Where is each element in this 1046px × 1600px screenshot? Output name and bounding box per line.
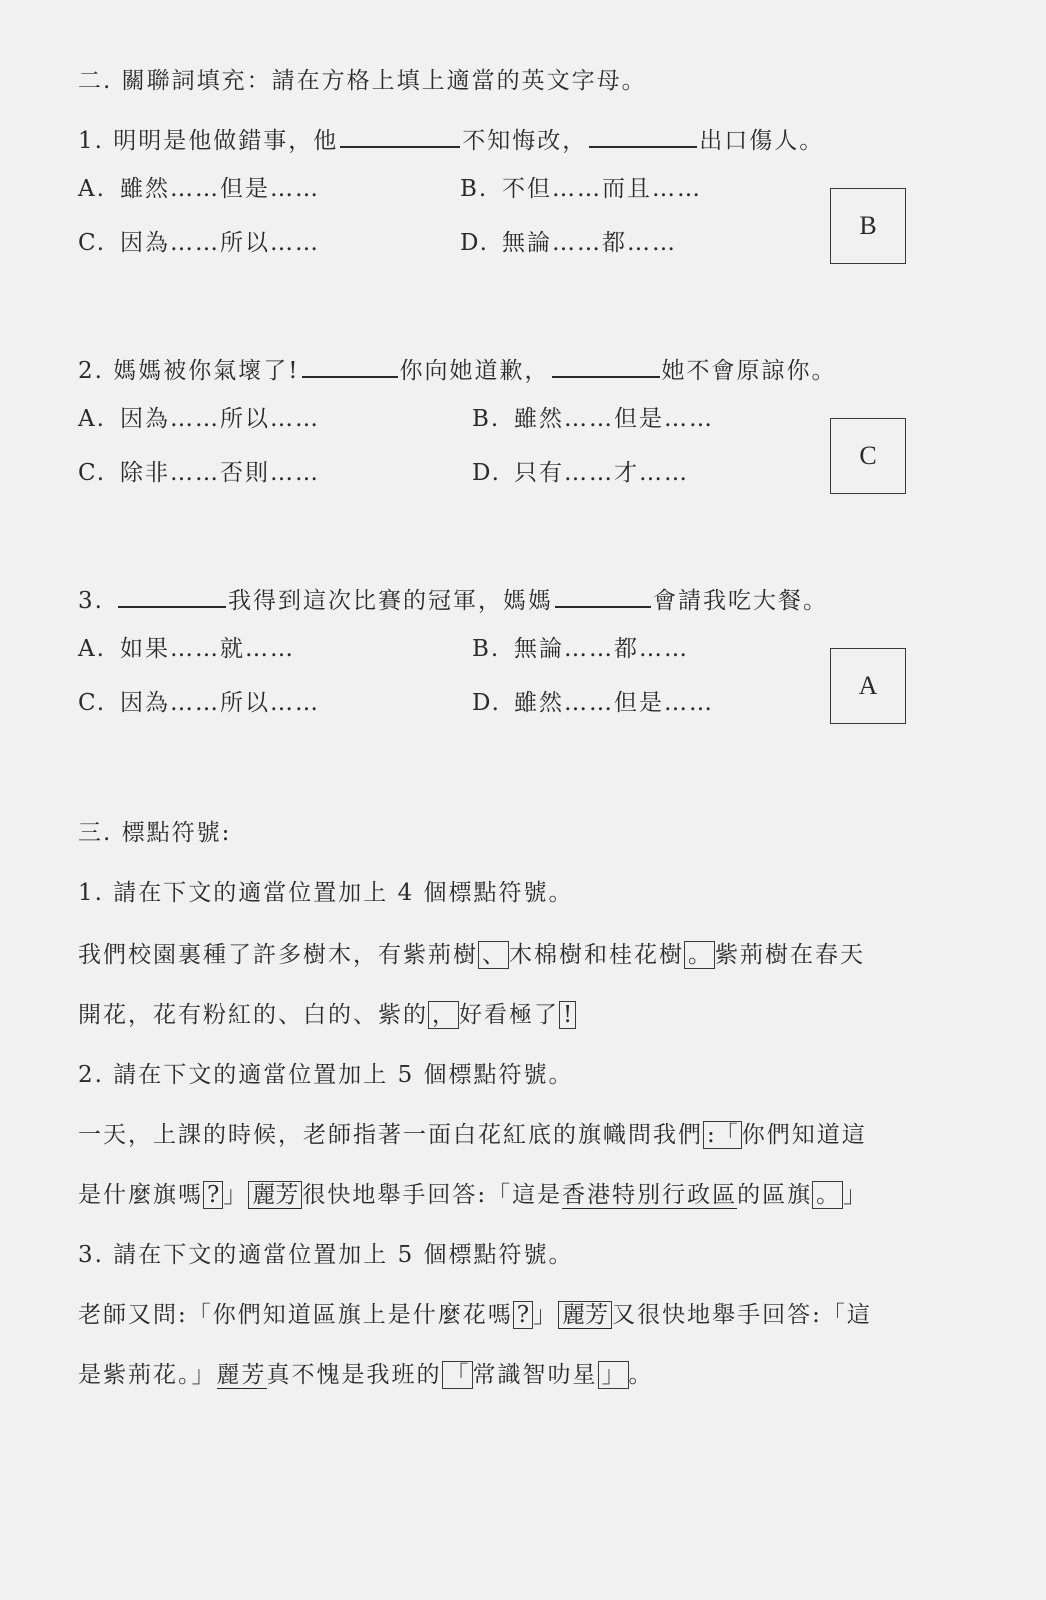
passage-text: 真不愧是我班的 (266, 1362, 442, 1388)
answer-box-2[interactable]: C (830, 418, 906, 494)
punct-q3-instruction: 3. 請在下文的適當位置加上 5 個標點符號。 (78, 1242, 574, 1268)
option-text: 雖然……但是…… (120, 176, 320, 202)
passage-text: 開花，花有粉紅的、白的、紫的 (78, 1002, 428, 1028)
punct-q2-instruction: 2. 請在下文的適當位置加上 5 個標點符號。 (78, 1062, 574, 1088)
punct-q3-line2 (78, 1356, 654, 1389)
answer-blank[interactable] (589, 122, 697, 148)
section2-title: 二. 關聯詞填充：請在方格上填上適當的英文字母。 (78, 68, 647, 94)
proper-noun-box[interactable]: 麗芳 (558, 1301, 612, 1329)
answer-blank[interactable] (552, 352, 660, 378)
punct-q2-line1 (78, 1116, 867, 1149)
punct-q1-line2 (78, 996, 576, 1029)
passage-text: 。 (628, 1362, 654, 1388)
punctuation-box[interactable]: ? (203, 1181, 223, 1209)
answer-blank[interactable] (555, 582, 651, 608)
passage-text: 又很快地舉手回答:「這 (612, 1302, 872, 1328)
option-a (78, 630, 295, 663)
option-letter: D. (460, 230, 489, 256)
option-letter: B. (460, 176, 489, 202)
option-d (460, 224, 677, 257)
passage-text: 」 (533, 1302, 559, 1328)
question-3-stem (78, 582, 828, 615)
answer-blank[interactable] (118, 582, 226, 608)
option-letter: C. (78, 460, 107, 486)
punctuation-box[interactable]: 。 (812, 1181, 843, 1209)
option-a (78, 400, 320, 433)
passage-text: 好看極了 (459, 1002, 559, 1028)
option-letter: B. (472, 636, 501, 662)
answer-blank[interactable] (302, 352, 398, 378)
stem-part: 會請我吃大餐。 (652, 588, 828, 614)
passage-text: 是什麼旗嗎 (78, 1182, 203, 1208)
punctuation-box[interactable]: 。 (684, 941, 715, 969)
punct-q1-line1 (78, 936, 865, 969)
answer-box-1[interactable]: B (830, 188, 906, 264)
stem-part: 3. (78, 588, 104, 614)
option-a (78, 170, 320, 203)
option-letter: A. (78, 636, 106, 662)
option-d (472, 454, 689, 487)
option-letter: D. (472, 460, 501, 486)
option-c (78, 224, 320, 257)
punct-q2-line2 (78, 1176, 868, 1209)
option-d (472, 684, 714, 717)
passage-text: 紫荊樹在春天 (715, 942, 865, 968)
option-text: 因為……所以…… (120, 406, 320, 432)
punctuation-box[interactable]: 、 (478, 941, 509, 969)
passage-text: 的區旗 (737, 1182, 813, 1208)
option-text: 不但……而且…… (502, 176, 702, 202)
passage-text: 我們校園裏種了許多樹木，有紫荊樹 (78, 942, 478, 968)
passage-text: 很快地舉手回答:「這是 (302, 1182, 563, 1208)
punct-q1-instruction: 1. 請在下文的適當位置加上 4 個標點符號。 (78, 880, 574, 906)
stem-part: 我得到這次比賽的冠軍，媽媽 (227, 588, 553, 614)
stem-part: 你向她道歉， (399, 358, 550, 384)
answer-box-3[interactable]: A (830, 648, 906, 724)
punctuation-box[interactable]: :「 (703, 1121, 742, 1149)
option-c (78, 454, 320, 487)
option-b (460, 170, 702, 203)
stem-part: 出口傷人。 (699, 128, 825, 154)
passage-text: 木棉樹和桂花樹 (509, 942, 684, 968)
option-letter: A. (78, 176, 106, 202)
option-b (472, 630, 689, 663)
passage-text: 老師又問:「你們知道區旗上是什麼花嗎 (78, 1302, 513, 1328)
stem-part: 2. 媽媽被你氣壞了! (78, 358, 300, 384)
punct-q3-line1 (78, 1296, 872, 1329)
option-letter: D. (472, 690, 501, 716)
proper-noun-underline: 麗芳 (216, 1362, 267, 1388)
punctuation-box[interactable]: ， (428, 1001, 459, 1029)
stem-part: 1. 明明是他做錯事，他 (78, 128, 339, 154)
question-2-stem (78, 352, 837, 385)
option-text: 雖然……但是…… (514, 406, 714, 432)
option-letter: B. (472, 406, 501, 432)
punctuation-box[interactable]: ! (559, 1001, 576, 1029)
option-text: 除非……否則…… (120, 460, 320, 486)
passage-text: 你們知道這 (741, 1122, 867, 1148)
punctuation-box[interactable]: ? (513, 1301, 533, 1329)
stem-part: 不知悔改， (462, 128, 588, 154)
option-letter: C. (78, 230, 107, 256)
option-text: 無論……都…… (514, 636, 689, 662)
option-text: 只有……才…… (514, 460, 689, 486)
option-text: 因為……所以…… (120, 690, 320, 716)
proper-noun-underline: 香港特別行政區 (562, 1182, 738, 1208)
option-text: 因為……所以…… (120, 230, 320, 256)
passage-text: 」 (843, 1182, 869, 1208)
passage-text: 是紫荊花。」 (78, 1362, 217, 1388)
passage-text: 」 (223, 1182, 249, 1208)
question-1-stem (78, 122, 824, 155)
option-c (78, 684, 320, 717)
option-text: 無論……都…… (502, 230, 677, 256)
punctuation-box[interactable]: 」 (598, 1361, 629, 1389)
option-letter: A. (78, 406, 106, 432)
option-letter: C. (78, 690, 107, 716)
passage-text: 一天，上課的時候，老師指著一面白花紅底的旗幟問我們 (78, 1122, 703, 1148)
option-text: 雖然……但是…… (514, 690, 714, 716)
answer-blank[interactable] (340, 122, 460, 148)
proper-noun-box[interactable]: 麗芳 (248, 1181, 302, 1209)
section3-title: 三. 標點符號: (78, 820, 232, 846)
option-b (472, 400, 714, 433)
option-text: 如果……就…… (120, 636, 295, 662)
stem-part: 她不會原諒你。 (661, 358, 837, 384)
passage-text: 常識智叻星 (472, 1362, 598, 1388)
punctuation-box[interactable]: 「 (442, 1361, 473, 1389)
